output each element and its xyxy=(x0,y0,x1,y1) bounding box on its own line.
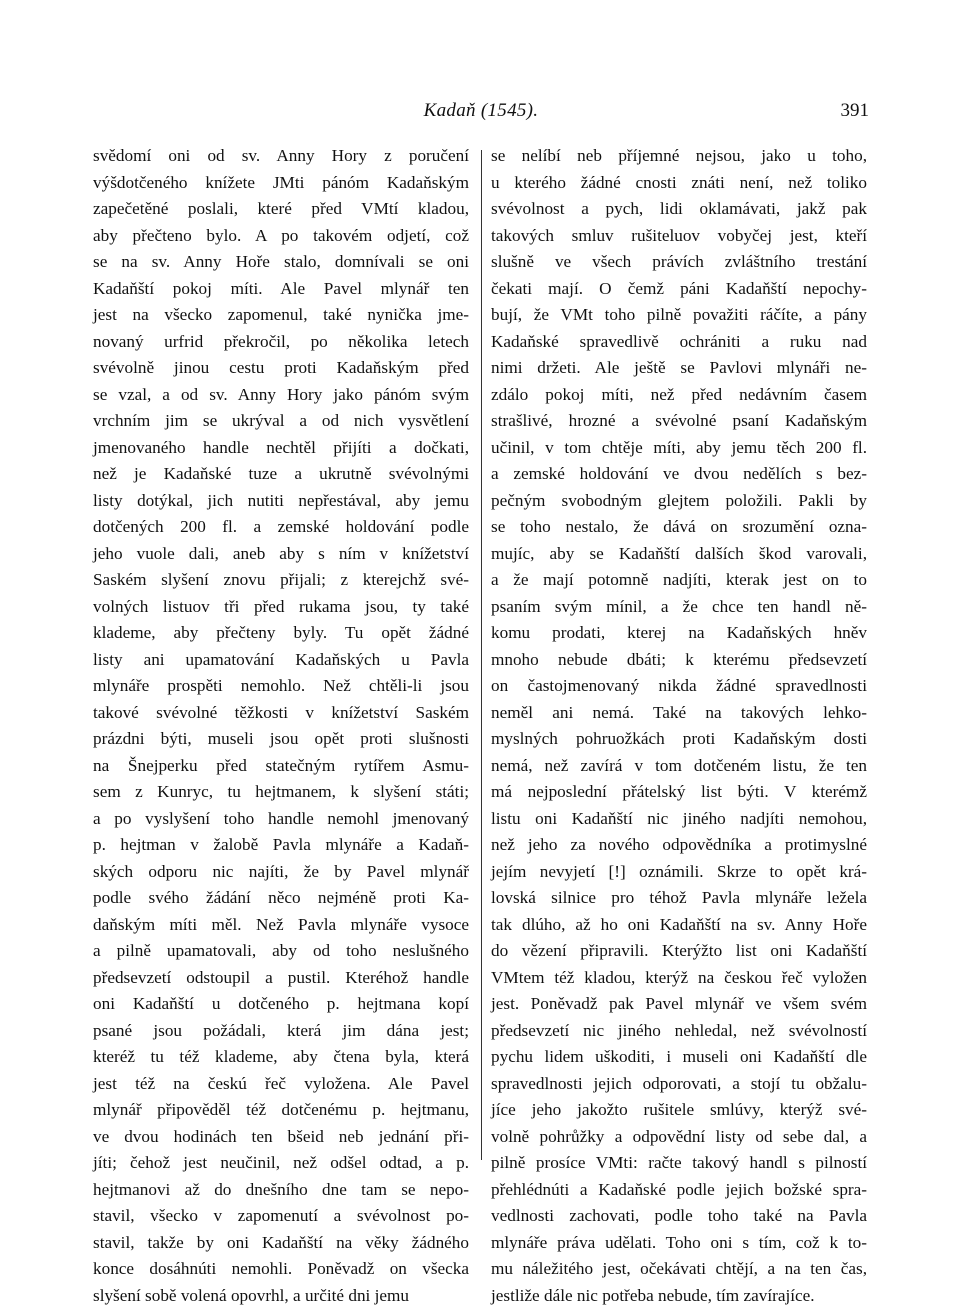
text-line: klademe, aby přečteny byly. Tu opět žádné xyxy=(93,623,469,642)
text-line: takových smluv rušiteluov vobyčej jest, kteří xyxy=(491,225,867,245)
text-line: spravedlnosti jejich odporovati, a stojí tu obžalu- xyxy=(491,1073,867,1093)
text-line: psaním svým mínil, a že chce ten handl ně- xyxy=(491,596,867,616)
text-line: a pilně upamatovali, aby od toho neslušného xyxy=(93,941,469,960)
text-line: p. hejtman v žalobě Pavla mlynáře a Kadaň- xyxy=(93,835,469,854)
text-line: mujíc, aby se Kadaňští dalších škod varovali, xyxy=(491,543,867,563)
text-line: neměl ani nemá. Také na takových lehko- xyxy=(491,702,867,722)
text-line: jeho vuole dali, aneb aby s ním v knížetství xyxy=(93,543,469,563)
text-line: listy dotýkal, jich nutiti nepřestával, aby jemu xyxy=(93,490,469,510)
text-line: stavil, všecko v zapomenutí a svévolnost po- xyxy=(93,1206,469,1225)
text-line: výšdotčeného knížete JMti pánóm Kadaňským xyxy=(93,172,469,192)
text-line: lovská silnice pro téhož Pavla mlynáře ležela xyxy=(491,888,867,907)
text-line: mu náležitého jest, očekávati chtějí, a na ten čas, xyxy=(491,1259,867,1278)
text-line: novaný urfrid překročil, po několika letech xyxy=(93,331,469,351)
text-line: jest. Poněvadž pak Pavel mlynář ve všem svém xyxy=(491,994,867,1013)
text-line: psané jsou požádali, která jim dána jest; xyxy=(93,1020,469,1040)
right-text-column xyxy=(491,143,867,1309)
text-line: oni Kadaňští u dotčeného p. hejtmana kopí xyxy=(93,994,469,1013)
text-line: do vězení připravili. Kterýžto list oni Kadaňští xyxy=(491,941,867,960)
text-line: kteréž tu též klademe, aby čtena byla, která xyxy=(93,1047,469,1066)
text-line: čekati mají. O čemž páni Kadaňští nepochy- xyxy=(491,278,867,298)
text-line: ve dvou hodinách ten bšeid neb jednání při- xyxy=(93,1126,469,1146)
text-line: nimi držeti. Ale ještě se Pavlovi mlynáři ne- xyxy=(491,358,867,377)
text-line: volně pohrůžky a odpovědní listy od sebe dal, a xyxy=(491,1126,867,1146)
text-line: konce dosáhnúti nemohli. Poněvadž on všecka xyxy=(93,1259,469,1278)
text-line: vedlnosti zachovati, podle toho také na Pavla xyxy=(491,1206,867,1225)
text-line: tak dlúho, až ho oni Kadaňští na sv. Anny Hoře xyxy=(491,914,867,934)
text-line: podle svého žádání něco nejméně proti Ka- xyxy=(93,888,469,907)
text-line: se vzal, a od sv. Anny Hory jako pánóm svým xyxy=(93,384,469,404)
text-line: aby přečteno bylo. A po takovém odjetí, což xyxy=(93,225,469,245)
text-line: bují, že VMt toho pilně považiti ráčíte, a pány xyxy=(491,305,867,324)
text-line: předsevzetí odstoupil a pustil. Kteréhož handle xyxy=(93,967,469,987)
text-line: jíti; čehož jest neučinil, než odšel odtad, a p. xyxy=(93,1153,469,1172)
text-line: vrchním jim se ukrýval a od nich vysvětlení xyxy=(93,411,469,430)
page-header xyxy=(93,100,869,130)
text-line: takové svévolné těžkosti v knížetství Saském xyxy=(93,702,469,722)
text-line: slyšení sobě volená opovrhl, a určité dni jemu xyxy=(93,1285,409,1305)
text-line: pilně prosíce VMti: račte takový handl s pilností xyxy=(491,1153,867,1172)
left-text-column xyxy=(93,143,469,1309)
text-line: přehlédnúti a Kadaňské podle jejich božské spra- xyxy=(491,1179,867,1199)
text-line: sem z Kunryc, tu hejtmanem, k slyšení státi; xyxy=(93,782,469,801)
text-line: má nejposlední přátelský list býti. V kterémž xyxy=(491,782,867,801)
text-line: se toho nestalo, že dává on srozumění ozna- xyxy=(491,517,867,536)
text-line: stavil, takže by oni Kadaňští na věky žádného xyxy=(93,1232,469,1252)
text-line: komu prodati, kterej na Kadaňských hněv xyxy=(491,623,867,642)
text-line: svévolně jinou cestu proti Kadaňským před xyxy=(93,358,469,377)
page-number: 391 xyxy=(840,100,869,121)
text-line: jestliže dále nic potřeba nebude, tím zavírajíce. xyxy=(491,1285,815,1305)
text-line: Kadaňské spravedlivě ochrániti a ruku nad xyxy=(491,331,867,351)
text-line: jíce jeho jakožto rušitele smlúvy, kterýž své- xyxy=(491,1100,867,1119)
text-line: nemá, než zavírá v tom dotčeném listu, že ten xyxy=(491,755,867,775)
text-line: VMtem též kladou, kterýž na českou řeč vyložen xyxy=(491,967,867,987)
text-line: mlynář připověděl též dotčenému p. hejtmanu, xyxy=(93,1100,469,1119)
text-line: jmenovaného handle nechtěl přijíti a dočkati, xyxy=(93,437,469,457)
text-line: zdálo pokoj míti, než před nedávním časem xyxy=(491,384,867,404)
column-divider xyxy=(481,150,482,1160)
text-line: dotčených 200 fl. a zemské holdování podle xyxy=(93,517,469,536)
text-line: na Šnejperku před statečným rytířem Asmu- xyxy=(93,755,469,775)
text-line: slušně ve všech právích zvláštního trestání xyxy=(491,252,867,271)
text-line: mlynáře prospěti nemohlo. Než chtěli-li jsou xyxy=(93,676,469,695)
text-line: předsevzetí nic jiného nehledal, než svévolností xyxy=(491,1020,867,1040)
text-line: prázdni býti, museli jsou opět proti slušnosti xyxy=(93,729,469,748)
text-line: mnoho nebude dbáti; k kterému předsevzetí xyxy=(491,649,867,669)
text-line: jest též na českú řeč vyložena. Ale Pavel xyxy=(93,1073,469,1093)
text-line: Saském slyšení znovu přijali; z kterejchž své- xyxy=(93,570,469,589)
text-line: myslných pohruožkách proti Kadaňským dosti xyxy=(491,729,867,748)
text-line: pychu lidem uškoditi, i museli oni Kadaňští dle xyxy=(491,1047,867,1066)
text-line: učinil, v tom chtěje míti, aby jemu těch 200 fl. xyxy=(491,437,867,457)
running-title: Kadaň (1545). xyxy=(423,100,539,121)
text-line: on častojmenovaný nikda žádné spravedlnosti xyxy=(491,676,867,695)
text-line: volných listuov tři před rukama jsou, ty také xyxy=(93,596,469,616)
text-line: a že mají potomně nadjíti, kterak jest on to xyxy=(491,570,867,589)
text-line: se nelíbí neb příjemné nejsou, jako u toho, xyxy=(491,146,867,165)
text-line: hejtmanovi až do dnešního dne tam se nepo- xyxy=(93,1179,469,1199)
text-line: jejím nevyjetí [!] oznámili. Skrze to opět krá- xyxy=(491,861,867,881)
text-line: ských odporu nic najíti, že by Pavel mlynář xyxy=(93,861,469,881)
text-line: listy ani upamatování Kadaňských u Pavla xyxy=(93,649,469,669)
text-line: než je Kadaňské tuze a ukrutně svévolnými xyxy=(93,464,469,483)
text-line: Kadaňští pokoj míti. Ale Pavel mlynář ten xyxy=(93,278,469,298)
text-line: jest na všecko zapomenul, také nynička jme- xyxy=(93,305,469,324)
text-line: svévolnost a pych, lidi oklamávati, jakž pak xyxy=(491,199,867,218)
text-line: a po vyslyšení toho handle nemohl jmenovaný xyxy=(93,808,469,828)
text-line: než jeho za nového odpovědníka a protimyslné xyxy=(491,835,867,854)
text-line: svědomí oni od sv. Anny Hory z poručení xyxy=(93,146,469,165)
text-line: listu oni Kadaňští nic jiného nadjíti nemohou, xyxy=(491,808,867,828)
text-line: u kterého žádné cnosti znáti není, než toliko xyxy=(491,172,867,192)
text-line: se na sv. Anny Hoře stalo, domnívali se oni xyxy=(93,252,469,271)
text-line: daňským míti měl. Než Pavla mlynáře vysoce xyxy=(93,914,469,934)
text-line: zapečetěné poslali, které před VMtí kladou, xyxy=(93,199,469,218)
text-line: mlynáře práva udělati. Toho oni s tím, což k to- xyxy=(491,1232,867,1252)
text-line: a zemské holdování ve dvou nedělích s bez- xyxy=(491,464,867,483)
text-line: pečným svobodným glejtem položili. Pakli by xyxy=(491,490,867,510)
text-line: strašlivé, hrozné a svévolné psaní Kadaňským xyxy=(491,411,867,430)
